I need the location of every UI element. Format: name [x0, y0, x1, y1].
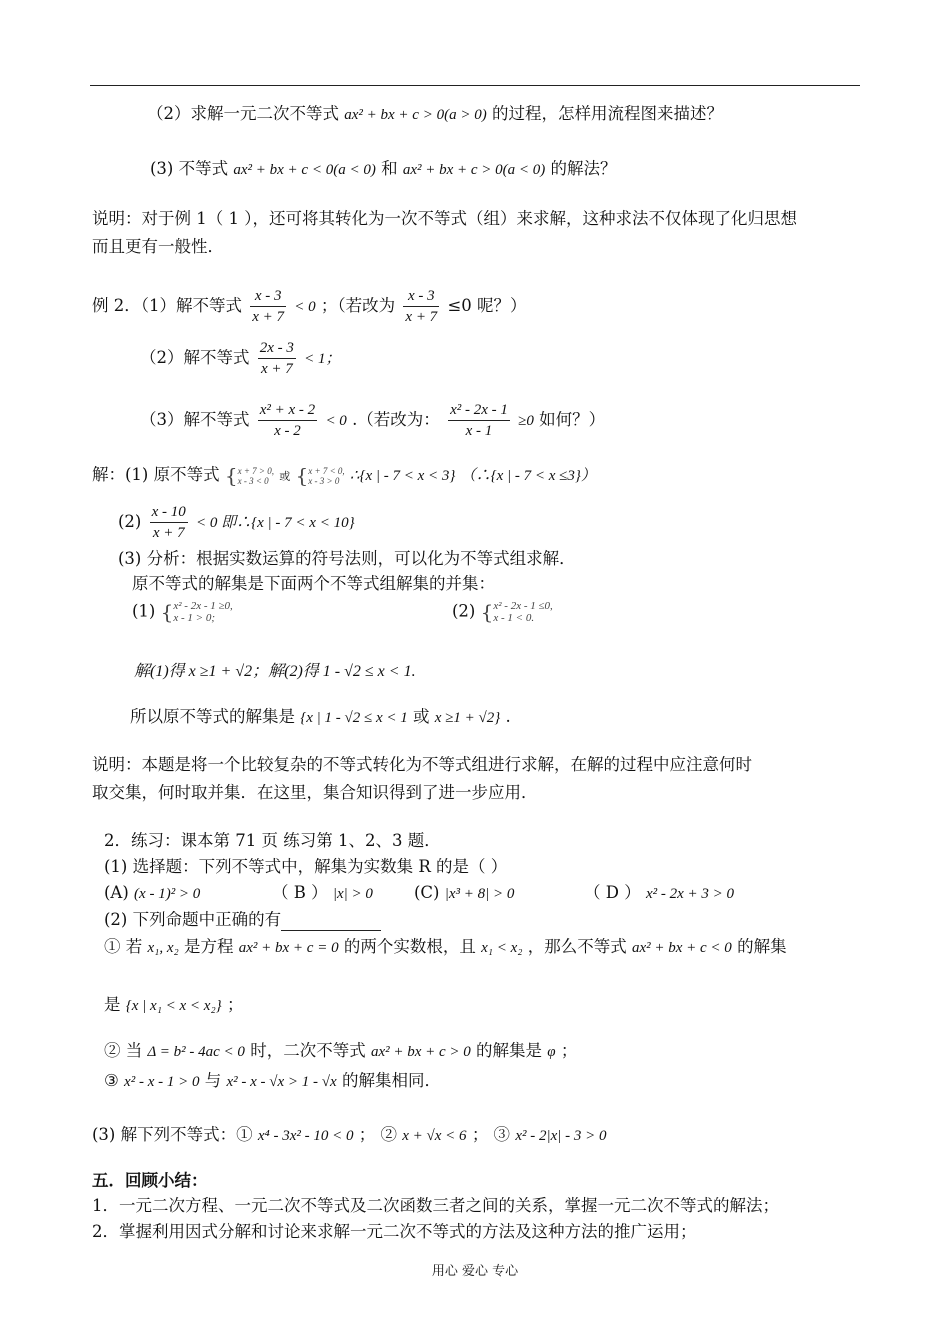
- item-1-h: ax² + bx + c < 0: [631, 940, 732, 956]
- numerator: x - 3: [250, 286, 286, 307]
- system-1: [132, 600, 233, 624]
- option-a-label: (A): [104, 883, 129, 902]
- case-line: x - 3 < 0: [237, 475, 269, 486]
- summary-title: 五．回顾小结：: [92, 1171, 208, 1190]
- denominator: x + 7: [260, 361, 293, 377]
- solution-3-analysis: (3) 分析：根据实数运算的符号法则，可以化为不等式组求解．: [118, 549, 576, 568]
- sol-5-set-b: x ≥1 + √2}: [434, 710, 501, 726]
- item-2-g: ；: [560, 1041, 578, 1060]
- practice-q2-text: (2) 下列命题中正确的有: [104, 910, 282, 929]
- option-d-label: （ D ）: [584, 883, 641, 902]
- ex2-p1-label: 例 2．（1）解不等式: [92, 296, 242, 315]
- item-3-a: ③: [104, 1071, 119, 1090]
- item-2-e: 的解集是: [476, 1041, 543, 1060]
- practice-q3: [92, 1124, 606, 1147]
- item-1: [104, 936, 787, 959]
- item-1-d: ax² + bx + c = 0: [238, 940, 339, 956]
- option-d: [584, 882, 734, 905]
- summary-line-2: 2．掌握利用因式分解和讨论来求解一元二次不等式的方法及这种方法的推广运用；: [92, 1222, 697, 1241]
- ex2-p2-fraction: [258, 338, 296, 379]
- option-c-expr: |x³ + 8| > 0: [444, 886, 515, 902]
- sol-5-end: .: [505, 707, 511, 726]
- item-1b-a: 是: [104, 995, 121, 1014]
- summary-line-1: 1．一元二次方程、一元二次不等式及二次函数三者之间的关系，掌握一元二次不等式的解法；: [92, 1196, 779, 1215]
- q2-tail: 的过程，怎样用流程图来描述？: [491, 104, 723, 123]
- system-1-cases: [173, 600, 232, 624]
- system-2-label: (2): [452, 601, 476, 621]
- ex2-p1-mid: ；（若改为: [320, 296, 396, 315]
- q3-a: (3) 解下列不等式：①: [92, 1125, 253, 1144]
- item-1-e: 的两个实数根，且: [343, 937, 476, 956]
- q3-b: x⁴ - 3x² - 10 < 0: [257, 1128, 354, 1144]
- solution-4: 解(1)得 x ≥1 + √2；解(2)得 1 - √2 ≤ x < 1.: [134, 663, 416, 680]
- ex2-p3-rel: < 0: [325, 413, 347, 429]
- solution-5: [130, 706, 511, 729]
- item-1-continued: [104, 994, 243, 1017]
- ex2-p3-tail: 如何？）: [539, 410, 606, 429]
- q3-and: 和: [381, 159, 398, 178]
- example-2-part-1: [92, 286, 527, 327]
- ex2-p3-mid: .（若改为：: [352, 410, 440, 429]
- system-2: [452, 600, 553, 624]
- brace-icon: {: [160, 600, 174, 624]
- case-line: x - 1 > 0;: [173, 612, 215, 624]
- case-line: x² - 2x - 1 ≤0,: [493, 600, 553, 612]
- q3-expr-1: ax² + bx + c < 0(a < 0): [233, 162, 376, 178]
- item-3-e: 的解集相同．: [341, 1071, 441, 1090]
- q3-e: ； ③: [471, 1125, 511, 1144]
- sol-5-or: 或: [413, 707, 430, 726]
- item-1b-c: ；: [226, 995, 244, 1014]
- item-1-a: ① 若: [104, 937, 143, 956]
- item-2-a: ② 当: [104, 1041, 143, 1060]
- case-line: x + 7 > 0,: [237, 465, 275, 476]
- case-system-2: [308, 466, 344, 486]
- page-footer: 用心 爱心 专心: [431, 1264, 519, 1279]
- option-b: [272, 882, 373, 905]
- ex2-p3-label: （3）解不等式: [140, 410, 250, 429]
- sol-1-label: 解：(1) 原不等式: [92, 465, 220, 484]
- note-2-line-2: 取交集，何时取并集．在这里，集合知识得到了进一步应用．: [92, 783, 538, 802]
- example-2-part-3: [140, 400, 605, 441]
- q2-expr: ax² + bx + c > 0(a > 0): [344, 107, 487, 123]
- denominator: x + 7: [152, 525, 185, 541]
- case-line: x - 1 < 0.: [493, 612, 535, 624]
- ex2-p3-rel2: ≥0: [518, 413, 534, 429]
- denominator: x - 1: [465, 423, 493, 439]
- item-3: [104, 1070, 441, 1093]
- item-1-f: x₁ < x₂: [481, 940, 523, 956]
- q3-f: x² - 2|x| - 3 > 0: [515, 1128, 607, 1144]
- answer-blank[interactable]: [281, 912, 381, 931]
- header-rule: [90, 85, 860, 86]
- question-2-line: [147, 103, 723, 126]
- item-3-d: x² - x - √x > 1 - √x: [226, 1074, 337, 1090]
- item-2-b: Δ = b² - 4ac < 0: [147, 1044, 245, 1060]
- system-2-cases: [493, 600, 552, 624]
- solution-1: [92, 464, 596, 488]
- practice-q2: [104, 909, 381, 931]
- ex2-p2-label: （2）解不等式: [140, 348, 250, 367]
- brace-icon: {: [480, 600, 494, 624]
- case-line: x² - 2x - 1 ≥0,: [173, 600, 233, 612]
- denominator: x + 7: [252, 309, 285, 325]
- q3-d: x + √x < 6: [402, 1128, 467, 1144]
- note-1-line-2: 而且更有一般性．: [92, 237, 224, 256]
- note-2-line-1: 说明：本题是将一个比较复杂的不等式转化为不等式组进行求解，在解的过程中应注意何时: [92, 755, 752, 774]
- option-a: [104, 882, 200, 905]
- option-b-label: （ B ）: [272, 883, 328, 902]
- denominator: x + 7: [405, 309, 438, 325]
- ex2-p3-fraction-alt: [448, 400, 510, 441]
- option-b-expr: |x| > 0: [332, 886, 373, 902]
- case-line: x - 3 > 0: [308, 475, 340, 486]
- q3-expr-2: ax² + bx + c > 0(a < 0): [402, 162, 546, 178]
- item-2-d: ax² + bx + c > 0: [370, 1044, 471, 1060]
- solution-3-union: 原不等式的解集是下面两个不等式组解集的并集：: [132, 574, 495, 593]
- question-3-line: [150, 158, 617, 181]
- option-c-label: (C): [414, 883, 440, 902]
- numerator: x - 3: [403, 286, 439, 307]
- sol-2-rel: < 0 即∴{x | - 7 < x < 10}: [196, 515, 355, 531]
- numerator: x² - 2x - 1: [448, 400, 510, 421]
- sol-2-label: (2): [118, 512, 142, 531]
- sol-2-fraction: [150, 502, 188, 543]
- denominator: x - 2: [274, 423, 301, 439]
- note-1-line-1: 说明：对于例 1（ 1 ），还可将其转化为一次不等式（组）来求解，这种求法不仅体现了化归思想: [92, 209, 797, 228]
- item-1-g: ，那么不等式: [527, 937, 627, 956]
- ex2-p3-fraction: [258, 400, 317, 441]
- ex2-p1-fraction-alt: [403, 286, 439, 327]
- solution-2: [118, 502, 355, 543]
- sol-5-label: 所以原不等式的解集是: [130, 707, 295, 726]
- option-d-expr: x² - 2x + 3 > 0: [645, 886, 735, 902]
- q3-tail: 的解法？: [550, 159, 617, 178]
- item-1-b: x₁, x₂: [147, 940, 179, 956]
- option-a-expr: (x - 1)² > 0: [134, 886, 201, 902]
- q3-c: ； ②: [358, 1125, 398, 1144]
- sol-1-result: ∴{x | - 7 < x < 3}: [349, 468, 456, 484]
- practice-q1: (1) 选择题：下列不等式中，解集为实数集 R 的是（ ）: [104, 857, 508, 876]
- ex2-p2-rel: < 1；: [304, 351, 341, 367]
- q2-label: （2）求解一元二次不等式: [147, 104, 339, 123]
- item-1-c: 是方程: [184, 937, 234, 956]
- ex2-p1-rel2: ≤0 呢？）: [447, 296, 527, 315]
- ex2-p1-fraction: [250, 286, 286, 327]
- item-2-c: 时，二次不等式: [250, 1041, 366, 1060]
- ex2-p1-rel: < 0: [294, 299, 316, 315]
- item-3-b: x² - x - 1 > 0: [124, 1074, 200, 1090]
- option-c: [414, 882, 514, 905]
- brace-icon: {: [295, 463, 309, 488]
- item-1b-b: {x | x₁ < x < x₂}: [125, 998, 222, 1014]
- item-2: [104, 1040, 577, 1063]
- item-1-i: 的解集: [737, 937, 787, 956]
- numerator: x² + x - 2: [258, 400, 317, 421]
- system-1-label: (1): [132, 601, 156, 621]
- sol-1-alt: （∴{x | - 7 < x ≤3}）: [460, 468, 596, 484]
- sol-5-set-a: {x | 1 - √2 ≤ x < 1: [300, 710, 408, 726]
- case-system-1: [238, 466, 274, 486]
- brace-icon: {: [224, 463, 238, 488]
- example-2-part-2: [140, 338, 341, 379]
- numerator: x - 10: [150, 502, 188, 523]
- case-line: x + 7 < 0,: [308, 465, 345, 476]
- numerator: 2x - 3: [258, 338, 296, 359]
- sol-1-or: 或: [279, 470, 291, 483]
- item-2-f: φ: [547, 1044, 556, 1060]
- q3-label: (3) 不等式: [150, 159, 229, 178]
- practice-title: 2．练习：课本第 71 页 练习第 1、2、3 题．: [104, 831, 441, 850]
- item-3-c: 与: [204, 1071, 222, 1090]
